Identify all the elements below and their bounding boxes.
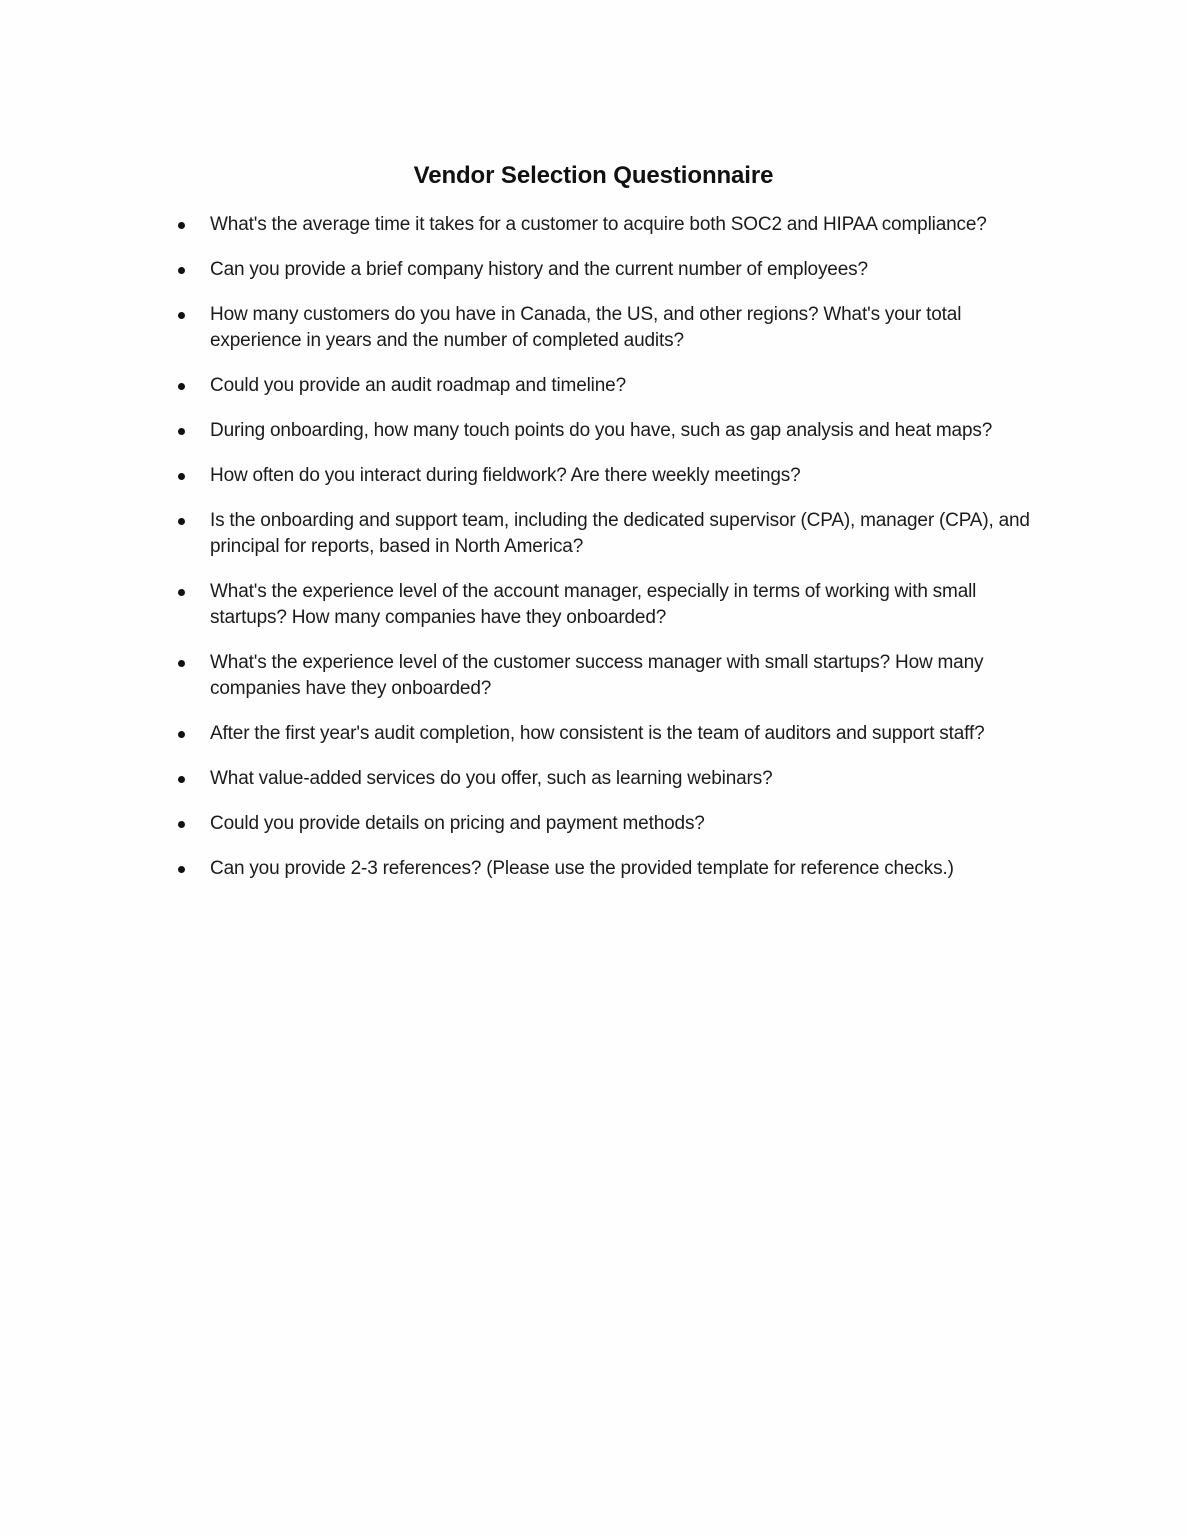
bullet-dot-icon [178, 660, 185, 667]
question-text: Could you provide an audit roadmap and timeline? [210, 375, 627, 396]
bullet-dot-icon [178, 473, 185, 480]
list-item [178, 650, 1048, 702]
list-item [178, 418, 1048, 444]
question-text: What value-added services do you offer, such as learning webinars? [210, 768, 773, 789]
question-text: After the first year's audit completion, how consistent is the team of auditors and support staff? [210, 723, 985, 744]
list-item [178, 721, 1048, 747]
bullet-dot-icon [178, 383, 185, 390]
list-item [178, 579, 1048, 631]
question-text: During onboarding, how many touch points do you have, such as gap analysis and heat maps? [210, 420, 993, 441]
bullet-dot-icon [178, 731, 185, 738]
question-text: What's the experience level of the account manager, especially in terms of working with small startups? How many companies have they onboarded? [210, 581, 977, 628]
question-text: Is the onboarding and support team, including the dedicated supervisor (CPA), manager (CPA), and principal for reports, based in North America? [210, 510, 1030, 557]
list-item [178, 766, 1048, 792]
question-text: What's the average time it takes for a customer to acquire both SOC2 and HIPAA compliance? [210, 214, 987, 235]
question-text: How many customers do you have in Canada, the US, and other regions? What's your total experience in years and the number of completed audits? [210, 304, 962, 351]
question-text: Can you provide a brief company history and the current number of employees? [210, 259, 868, 280]
page-title: Vendor Selection Questionnaire [413, 162, 774, 189]
bullet-dot-icon [178, 428, 185, 435]
list-item [178, 212, 1048, 238]
question-text: How often do you interact during fieldwork? Are there weekly meetings? [210, 465, 801, 486]
list-item [178, 257, 1048, 283]
list-item [178, 373, 1048, 399]
bullet-dot-icon [178, 821, 185, 828]
list-item [178, 302, 1048, 354]
list-item [178, 856, 1048, 882]
list-item [178, 811, 1048, 837]
bullet-dot-icon [178, 589, 185, 596]
bullet-dot-icon [178, 267, 185, 274]
question-text: Could you provide details on pricing and payment methods? [210, 813, 705, 834]
bullet-dot-icon [178, 866, 185, 873]
list-item [178, 463, 1048, 489]
bullet-dot-icon [178, 518, 185, 525]
question-text: What's the experience level of the customer success manager with small startups? How many companies have they onboarded? [210, 652, 984, 699]
list-item [178, 508, 1048, 560]
question-text: Can you provide 2-3 references? (Please use the provided template for reference checks.) [210, 858, 954, 879]
bullet-dot-icon [178, 222, 185, 229]
bullet-dot-icon [178, 312, 185, 319]
bullet-dot-icon [178, 776, 185, 783]
questionnaire-list [178, 212, 1048, 882]
